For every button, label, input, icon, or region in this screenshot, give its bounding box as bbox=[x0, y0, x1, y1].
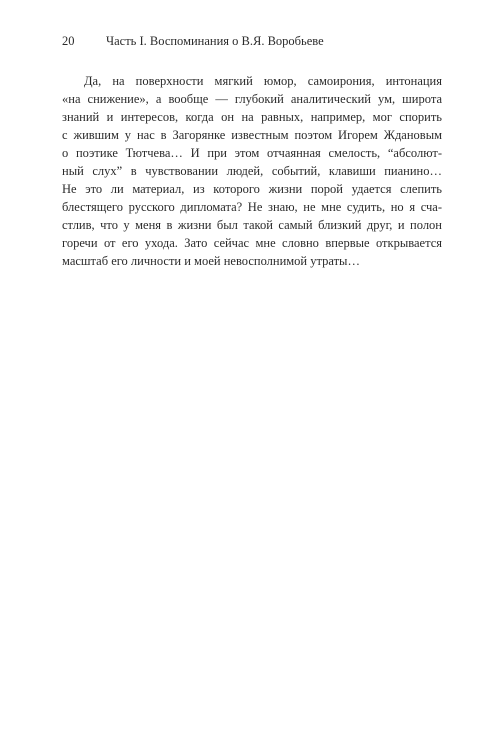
running-head-title: Часть I. Воспоминания о В.Я. Воробьеве bbox=[106, 34, 324, 48]
text-line: масштаб его личности и моей невосполнимой утраты… bbox=[62, 254, 360, 268]
text-line: Не это ли материал, из которого жизни порой удается слепить bbox=[62, 182, 442, 196]
text-line: знаний и интересов, когда он на равных, например, мог спорить bbox=[62, 110, 442, 124]
text-line: блестящего русского дипломата? Не знаю, не мне судить, но я сча- bbox=[62, 200, 442, 214]
page-number: 20 bbox=[62, 34, 75, 48]
text-line: ный слух” в чувствовании людей, событий, клавиши пианино… bbox=[62, 164, 442, 178]
text-line: стлив, что у меня в жизни был такой самый близкий друг, и полон bbox=[62, 218, 442, 232]
text-line: «на снижение», а вообще — глубокий аналитический ум, широта bbox=[62, 92, 442, 106]
text-line: горечи от его ухода. Зато сейчас мне словно впервые открывается bbox=[62, 236, 442, 250]
running-head bbox=[62, 32, 442, 50]
text-line: с жившим у нас в Загорянке известным поэтом Игорем Ждановым bbox=[62, 128, 442, 142]
paragraph bbox=[62, 72, 442, 270]
text-line: Да, на поверхности мягкий юмор, самоирония, интонация bbox=[84, 74, 442, 88]
text-line: о поэтике Тютчева… И при этом отчаянная смелость, “абсолют- bbox=[62, 146, 442, 160]
